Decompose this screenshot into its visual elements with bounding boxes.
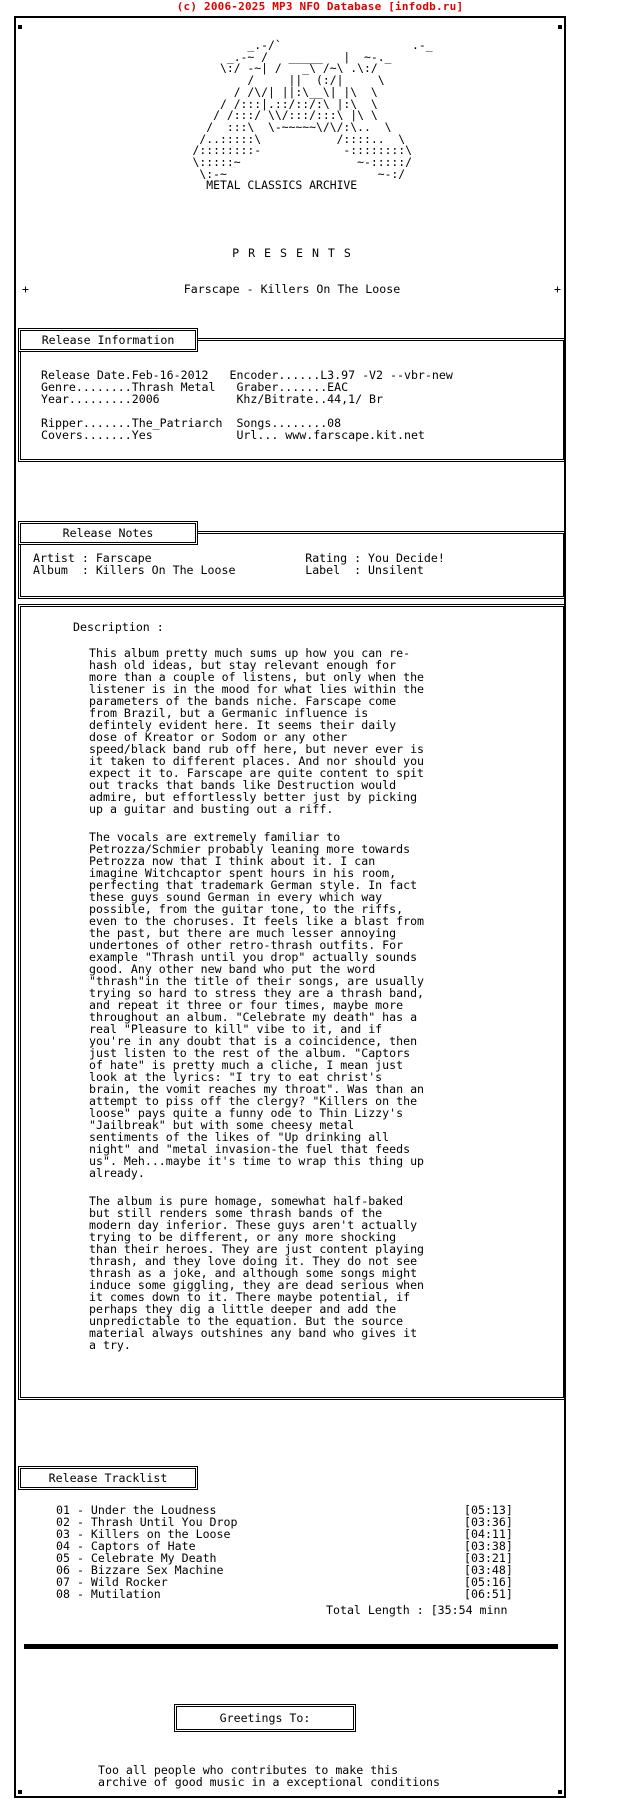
description-label: Description : (73, 620, 164, 634)
tracklist-tab-label: Release Tracklist (48, 1471, 168, 1485)
corner-dot (18, 1790, 22, 1794)
corner-dot (18, 25, 22, 29)
corner-dot (558, 1790, 562, 1794)
description-paragraph: The vocals are extremely familiar to Petrozza/Schmier probably leaning more towards Petrozza now that I think about it. I can imagine Witchcaptor spent hours in his room, perfecting that trademark German style. In fact these guys sound German in every which way possible, from the guitar tone, to the riffs, even to the choruses. It feels like a blast from the past, but there are much lesser annoying undertones of other retro-thrash outfits. For example "Thrash until you drop" actually sounds good. Any other new band who put the word "thrash"in the title of their songs, are usually trying so hard to stress they are a thrash band, and repeat it three or four times, maybe more throughout an album. "Celebrate my death" has a real "Pleasure to kill" vibe to it, and if you're in any doubt that is a coincidence, then just listen to the rest of the album. "Captors of hate" is pretty much a cliche, I mean just look at the lyrics: "I try to eat christ's brain, the vomit reaches my throat". Was than an attempt to piss off the clergy? "Killers on the loose" pays quite a funny ode to Thin Lizzy's "Jailbreak" but with some cheesy metal sentiments of the likes of "Up drinking all night" and "metal invasion-the fuel that feeds us". Meh...maybe it's time to wrap this thing up already. (89, 830, 425, 1180)
track-length: [04:11] (464, 1527, 513, 1541)
description-paragraph: The album is pure homage, somewhat half-baked but still renders some thrash bands of the modern day inferior. These guys aren't actually trying to be different, or any more shocking than their heroes. They are just content playing thrash, and they love doing it. They do not see thrash as a joke, and although some songs might induce some giggling, they are dead serious when it comes down to it. There maybe potential, if perhaps they dig a little deeper and add the unpredictable to the equation. But the source material always outshines any band who gives it a try. (89, 1194, 425, 1352)
nfo-frame (14, 16, 566, 1798)
track-row (56, 1588, 546, 1600)
release-info-tab (18, 328, 198, 352)
divider-bar (24, 1644, 558, 1649)
track-title: 06 - Bizzare Sex Machine (56, 1563, 224, 1577)
description-box (18, 604, 566, 1400)
track-length: [03:36] (464, 1515, 513, 1529)
greetings-title: Greetings To: (219, 1711, 311, 1725)
greetings-title-box (174, 1704, 356, 1732)
ascii-logo (16, 40, 568, 193)
corner-dot (558, 25, 562, 29)
track-title: 08 - Mutilation (56, 1587, 161, 1601)
greetings-body: Too all people who contributes to make this archive of good music in a exceptional conditions (98, 1763, 441, 1789)
release-title: Farscape - Killers On The Loose (183, 282, 401, 296)
release-notes-meta: Artist : Farscape Rating : You Decide! Album : Killers On The Loose Label : Unsilent (33, 551, 445, 577)
track-title: 03 - Killers on the Loose (56, 1527, 231, 1541)
track-title: 02 - Thrash Until You Drop (56, 1515, 238, 1529)
release-info-body: Release Date.Feb-16-2012 Encoder......L3.97 -V2 --vbr-new Genre........Thrash Metal Graber.......EAC Year.........2006 Khz/Bitrate..44,1/ Br Ripper.......The_Patriarch Songs........08 Covers.......Yes Url... www.farscape.kit.net (41, 368, 453, 442)
plus-marker: + (554, 282, 561, 296)
track-length: [03:38] (464, 1539, 513, 1553)
track-title: 01 - Under the Loudness (56, 1503, 217, 1517)
presents-text: P R E S E N T S (232, 246, 352, 260)
track-length: [03:21] (464, 1551, 513, 1565)
logo-art: _.-/` .-_ _.-~ / _____ | ~-._ \:/ -~| / _\ /~\ .\:/ / || (:/| \ / /\/| ||:\__\| |\ \ / /:::|.::/::/:\ |:\ \ / /:::/ \\/:::/:::\ |\ \ / :::\ \-~~~~~\/\/:\.. \ /..:::::\ /::::.. \ /::::::::- -::::::::\ \:::::~ ~-:::::/ \:-~ ~-:/ METAL CLASSICS ARCHIVE (192, 38, 433, 193)
track-list (56, 1504, 546, 1600)
release-info-box (18, 338, 566, 462)
track-length: [05:16] (464, 1575, 513, 1589)
track-title: 05 - Celebrate My Death (56, 1551, 217, 1565)
plus-marker: + (22, 282, 29, 296)
release-notes-tab (18, 521, 198, 545)
release-notes-tab-label: Release Notes (62, 526, 154, 540)
track-title: 04 - Captors of Hate (56, 1539, 196, 1553)
tracklist-tab (18, 1466, 198, 1490)
total-length: Total Length : [35:54 minn (326, 1603, 508, 1617)
release-info-tab-label: Release Information (41, 333, 175, 347)
track-title: 07 - Wild Rocker (56, 1575, 168, 1589)
track-length: [03:48] (464, 1563, 513, 1577)
description-paragraph: This album pretty much sums up how you can re- hash old ideas, but stay relevant enough for more than a couple of listens, but only when the listener is in the mood for what lies within the parameters of the bands niche. Farscape come from Brazil, but a Germanic influence is defintely evident here. It seems their daily dose of Kreator or Sodom or any other speed/black band rub off here, but never ever is it taken to different places. And nor should you expect it to. Farscape are quite content to spit out tracks that bands like Destruction would admire, but effortlessly better just by picking up a guitar and busting out a riff. (89, 646, 425, 816)
site-header: (c) 2006-2025 MP3 NFO Database [infodb.ru] (176, 0, 464, 13)
track-length: [05:13] (464, 1503, 513, 1517)
track-length: [06:51] (464, 1587, 513, 1601)
